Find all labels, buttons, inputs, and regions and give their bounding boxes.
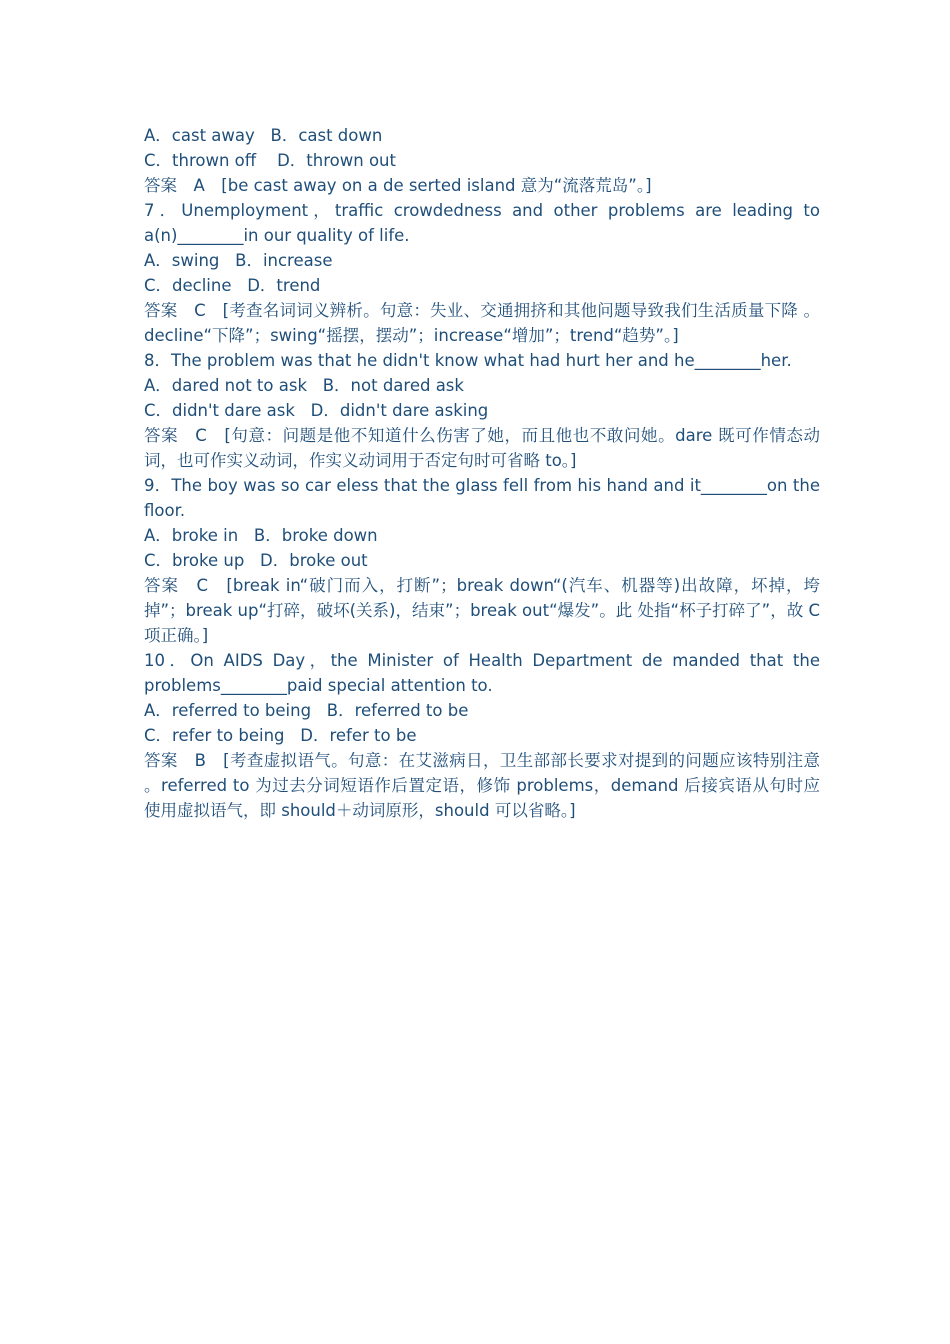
q10-options-cd: C．refer to being D．refer to be xyxy=(144,726,417,745)
q8-options-ab: A．dared not to ask B．not dared ask xyxy=(144,376,464,395)
q7-options-cd: C．decline D．trend xyxy=(144,276,321,295)
q6-options-ab: A．cast away B．cast down xyxy=(144,126,383,145)
q9-options-cd: C．broke up D．broke out xyxy=(144,551,368,570)
q8-options-cd: C．didn't dare ask D．didn't dare asking xyxy=(144,401,489,420)
q6-options-cd: C．thrown off D．thrown out xyxy=(144,151,396,170)
q10-answer: 答案 B [考查虚拟语气。句意：在艾滋病日，卫生部部长要求对提到的问题应该特别注意 。referred to 为过去分词短语作后置定语，修饰 problems，demand 后接宾语从句时应使用虚拟语气，即 should＋动词原形，should 可以省略。] xyxy=(144,751,820,820)
q7-options-ab: A．swing B．increase xyxy=(144,251,333,270)
q10-stem: 10．On AIDS Day，the Minister of Health Department de manded that the problems________paid special attention to. xyxy=(144,651,820,695)
q7-answer: 答案 C [考查名词词义辨析。句意：失业、交通拥挤和其他问题导致我们生活质量下降 。decline“下降”；swing“摇摆，摆动”；increase“增加”；trend“趋势”。] xyxy=(144,301,820,345)
q9-options-ab: A．broke in B．broke down xyxy=(144,526,378,545)
q8-stem: 8．The problem was that he didn't know what had hurt her and he________her. xyxy=(144,351,792,370)
q8-answer: 答案 C [句意：问题是他不知道什么伤害了她，而且他也不敢问她。dare 既可作情态动词，也可作实义动词，作实义动词用于否定句时可省略 to。] xyxy=(144,426,820,470)
q7-stem: 7．Unemployment，traffic crowdedness and other problems are leading to a(n)________in our quality of life. xyxy=(144,201,820,245)
q10-options-ab: A．referred to being B．referred to be xyxy=(144,701,469,720)
q9-stem: 9．The boy was so car eless that the glass fell from his hand and it________on the floor. xyxy=(144,476,820,520)
q6-answer: 答案 A [be cast away on a de serted island 意为“流落荒岛”。] xyxy=(144,176,652,195)
document-page xyxy=(144,123,820,823)
q9-answer: 答案 C [break in“破门而入，打断”；break down“(汽车、机器等)出故障，坏掉，垮掉”；break up“打碎，破坏(关系)，结束”；break out“爆发”。此 处指“杯子打碎了”，故 C 项正确。] xyxy=(144,576,820,645)
